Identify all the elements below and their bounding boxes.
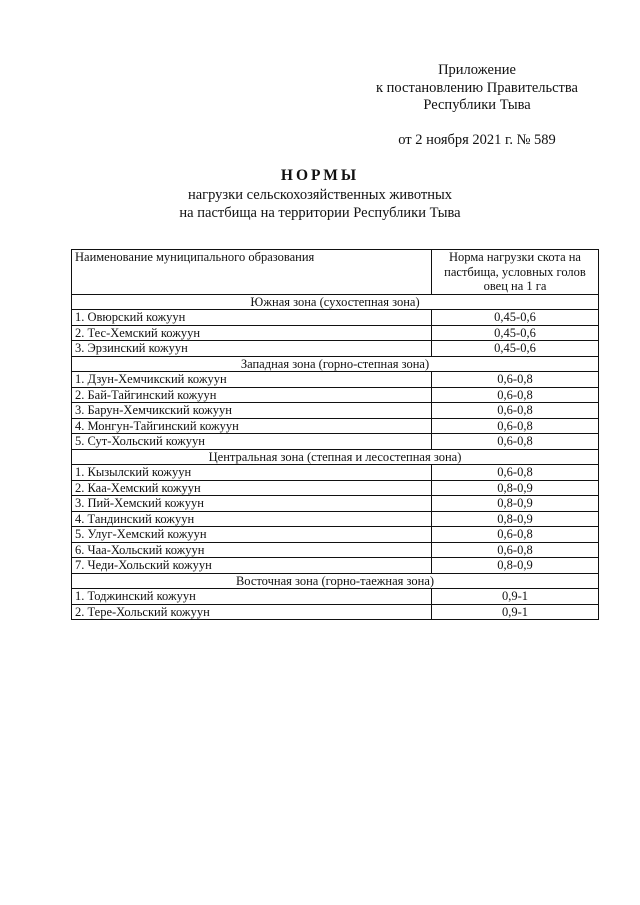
table-header-row	[72, 250, 599, 295]
norm-value: 0,6-0,8	[432, 372, 599, 388]
norm-value: 0,6-0,8	[432, 418, 599, 434]
municipality-name: 5. Сут-Хольский кожуун	[72, 434, 432, 450]
norms-table-body	[72, 294, 599, 620]
table-row	[72, 403, 599, 419]
zone-row	[72, 356, 599, 372]
municipality-name: 6. Чаа-Хольский кожуун	[72, 542, 432, 558]
norm-value: 0,45-0,6	[432, 325, 599, 341]
municipality-name: 2. Бай-Тайгинский кожуун	[72, 387, 432, 403]
norms-table	[71, 249, 599, 620]
municipality-name: 1. Овюрский кожуун	[72, 310, 432, 326]
municipality-name: 4. Монгун-Тайгинский кожуун	[72, 418, 432, 434]
norm-value: 0,8-0,9	[432, 496, 599, 512]
municipality-name: 3. Барун-Хемчикский кожуун	[72, 403, 432, 419]
table-row	[72, 511, 599, 527]
municipality-name: 3. Пий-Хемский кожуун	[72, 496, 432, 512]
document-title: НОРМЫ	[280, 167, 360, 184]
table-row	[72, 604, 599, 620]
table-row	[72, 589, 599, 605]
table-row	[72, 496, 599, 512]
appendix-block	[362, 62, 592, 149]
table-row	[72, 527, 599, 543]
table-row	[72, 325, 599, 341]
norm-value: 0,8-0,9	[432, 480, 599, 496]
municipality-name: 7. Чеди-Хольский кожуун	[72, 558, 432, 574]
table-row	[72, 310, 599, 326]
appendix-date: от 2 ноября 2021 г. № 589	[398, 131, 556, 148]
table-row	[72, 558, 599, 574]
municipality-name: 1. Тоджинский кожуун	[72, 589, 432, 605]
appendix-resolution-ref: к постановлению Правительства	[376, 79, 578, 96]
municipality-name: 2. Тес-Хемский кожуун	[72, 325, 432, 341]
document-subtitle-line-1: нагрузки сельскохозяйственных животных	[187, 187, 453, 203]
norm-value: 0,8-0,9	[432, 558, 599, 574]
appendix-label: Приложение	[438, 62, 516, 78]
appendix-republic: Республики Тыва	[423, 97, 531, 113]
norm-value: 0,45-0,6	[432, 310, 599, 326]
table-row	[72, 372, 599, 388]
norm-value: 0,8-0,9	[432, 511, 599, 527]
zone-title: Центральная зона (степная и лесостепная зона)	[72, 449, 599, 465]
norm-value: 0,6-0,8	[432, 403, 599, 419]
municipality-name: 1. Дзун-Хемчикский кожуун	[72, 372, 432, 388]
zone-title: Южная зона (сухостепная зона)	[72, 294, 599, 310]
zone-title: Западная зона (горно-степная зона)	[72, 356, 599, 372]
municipality-name: 2. Тере-Хольский кожуун	[72, 604, 432, 620]
norm-value: 0,6-0,8	[432, 387, 599, 403]
document-subtitle-line-2: на пастбища на территории Республики Тыва	[179, 205, 461, 221]
zone-row	[72, 294, 599, 310]
table-row	[72, 341, 599, 357]
zone-title: Восточная зона (горно-таежная зона)	[72, 573, 599, 589]
table-row	[72, 387, 599, 403]
document-title-block	[0, 166, 640, 222]
table-row	[72, 480, 599, 496]
municipality-name: 4. Тандинский кожуун	[72, 511, 432, 527]
norm-value: 0,9-1	[432, 589, 599, 605]
header-municipality: Наименование муниципального образования	[72, 250, 432, 295]
header-norm: Норма нагрузки скота на пастбища, условных голов овец на 1 га	[432, 250, 599, 295]
norm-value: 0,6-0,8	[432, 542, 599, 558]
norm-value: 0,6-0,8	[432, 434, 599, 450]
norm-value: 0,9-1	[432, 604, 599, 620]
municipality-name: 2. Каа-Хемский кожуун	[72, 480, 432, 496]
table-row	[72, 465, 599, 481]
table-row	[72, 434, 599, 450]
municipality-name: 3. Эрзинский кожуун	[72, 341, 432, 357]
municipality-name: 1. Кызылский кожуун	[72, 465, 432, 481]
municipality-name: 5. Улуг-Хемский кожуун	[72, 527, 432, 543]
table-row	[72, 542, 599, 558]
norm-value: 0,6-0,8	[432, 527, 599, 543]
norm-value: 0,45-0,6	[432, 341, 599, 357]
table-row	[72, 418, 599, 434]
zone-row	[72, 449, 599, 465]
norm-value: 0,6-0,8	[432, 465, 599, 481]
zone-row	[72, 573, 599, 589]
